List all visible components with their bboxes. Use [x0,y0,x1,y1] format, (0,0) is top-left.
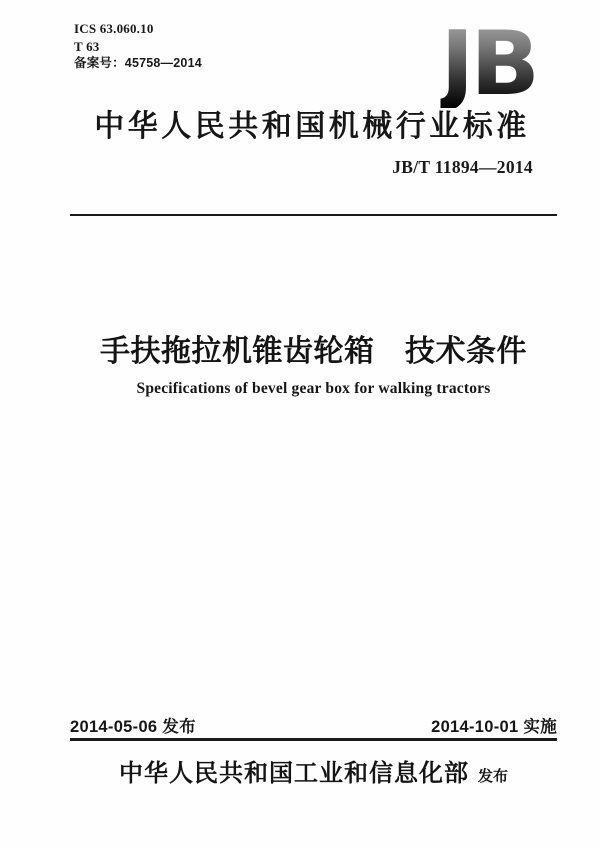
issue-date: 2014-05-06 发布 [70,718,196,736]
document-title-chinese: 手扶拖拉机锥齿轮箱 技术条件 [100,335,527,368]
footer-divider-rule [70,738,557,741]
ccs-code: T 63 [74,38,100,54]
standard-category-title: 中华人民共和国机械行业标准 [94,110,530,143]
document-title-english: Specifications of bevel gear box for walking tractors [136,380,491,397]
publisher-name: 中华人民共和国工业和信息化部 [118,760,469,787]
jb-standard-logo: JB [440,12,536,115]
record-number: 备案号：45758—2014 [74,56,202,70]
publisher-action-label: 发布 [477,768,508,785]
meta-block [74,20,202,73]
standard-code: JB/T 11894—2014 [392,157,533,177]
ics-code: ICS 63.060.10 [74,21,154,36]
dates-row [70,713,557,737]
implementation-date: 2014-10-01 实施 [431,718,557,736]
publisher-row [70,753,557,788]
header-divider-rule [70,214,557,216]
